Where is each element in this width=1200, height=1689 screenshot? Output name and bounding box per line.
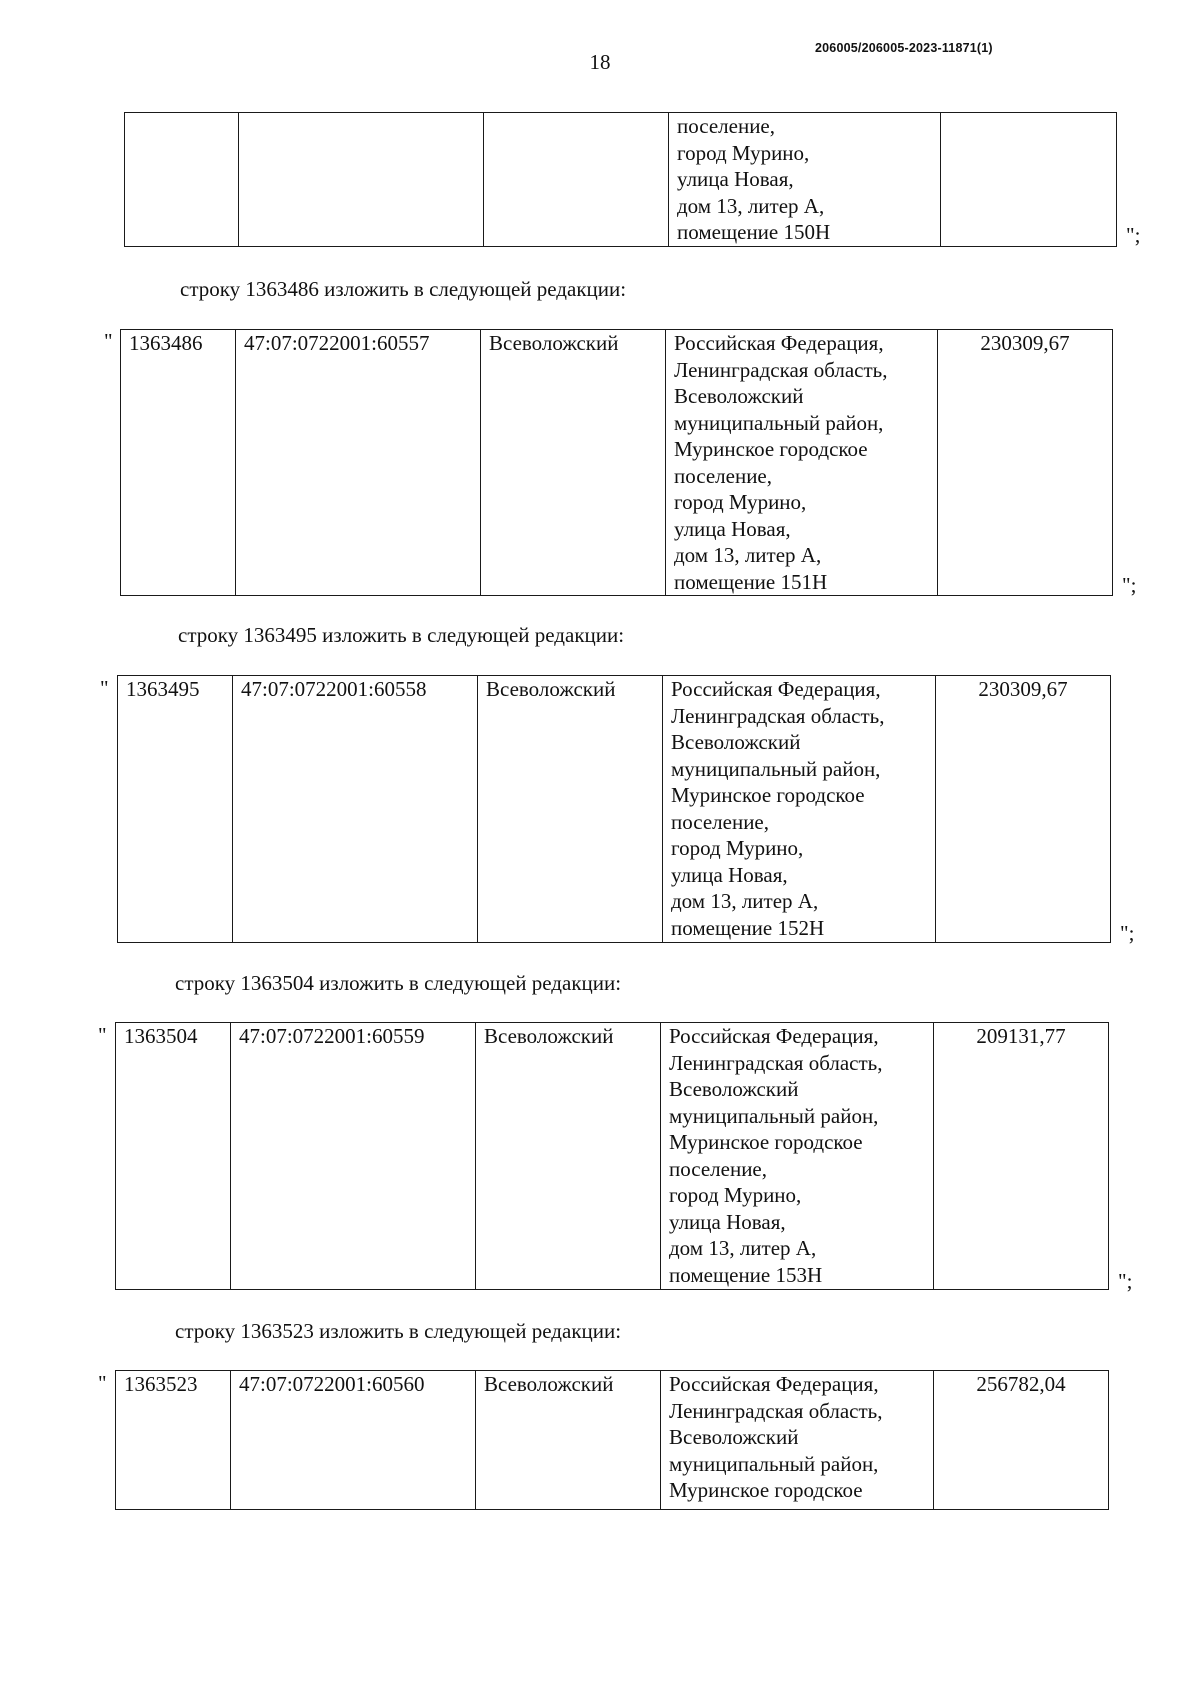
- district-cell: Всеволожский: [476, 1371, 661, 1510]
- address-line: Российская Федерация,: [671, 677, 881, 701]
- address-line: улица Новая,: [674, 516, 791, 541]
- district-cell: [484, 113, 669, 247]
- table-row: [116, 1023, 1109, 1290]
- record-intro: строку 1363504 изложить в следующей редакции:: [175, 971, 622, 995]
- address-line: Российская Федерация,: [669, 1372, 879, 1396]
- area-cell: 256782,04: [934, 1371, 1109, 1510]
- address-line: Ленинградская область,: [671, 703, 885, 728]
- table-row: [118, 676, 1111, 943]
- opening-quote: ": [100, 676, 109, 700]
- address-line: Ленинградская область,: [669, 1398, 883, 1423]
- address-line: помещение 152Н: [671, 915, 825, 940]
- address-line: помещение 153Н: [669, 1262, 823, 1287]
- address-line: поселение,: [677, 114, 776, 138]
- area-cell: 230309,67: [938, 330, 1113, 596]
- address-line: Ленинградская область,: [674, 357, 888, 382]
- closing-quote: ";: [1126, 223, 1141, 247]
- address-line: улица Новая,: [669, 1209, 786, 1234]
- address-line: дом 13, литер А,: [669, 1236, 817, 1260]
- page-number: 18: [589, 50, 611, 74]
- address-line: Всеволожский: [671, 730, 801, 754]
- address-line: поселение,: [669, 1156, 768, 1181]
- address-line: Ленинградская область,: [669, 1050, 883, 1075]
- record-intro: строку 1363495 изложить в следующей редакции:: [178, 623, 625, 647]
- cadastral-cell: 47:07:0722001:60559: [231, 1023, 476, 1290]
- address-line: муниципальный район,: [674, 410, 884, 435]
- cadastral-cell: 47:07:0722001:60557: [236, 330, 481, 596]
- record-table: [115, 1370, 1109, 1510]
- area-cell: 209131,77: [934, 1023, 1109, 1290]
- address-line: помещение 151Н: [674, 569, 828, 594]
- address-line: город Мурино,: [669, 1183, 802, 1207]
- closing-quote: ";: [1122, 573, 1137, 597]
- record-table: [117, 675, 1111, 943]
- opening-quote: ": [104, 329, 113, 353]
- district-cell: Всеволожский: [478, 676, 663, 943]
- address-line: помещение 150Н: [677, 220, 831, 244]
- address-line: город Мурино,: [677, 140, 810, 165]
- address-line: Муринское городское: [669, 1478, 863, 1502]
- record-table: [115, 1022, 1109, 1290]
- record-intro: строку 1363486 изложить в следующей редакции:: [180, 277, 627, 301]
- id-cell: 1363495: [118, 676, 233, 943]
- address-line: Муринское городское: [669, 1130, 863, 1154]
- address-cell: [669, 113, 941, 247]
- address-line: дом 13, литер А,: [677, 193, 825, 218]
- district-cell: Всеволожский: [476, 1023, 661, 1290]
- address-line: город Мурино,: [671, 836, 804, 860]
- address-line: Всеволожский: [674, 384, 804, 408]
- address-line: Российская Федерация,: [669, 1024, 879, 1048]
- id-cell: 1363523: [116, 1371, 231, 1510]
- address-line: муниципальный район,: [671, 756, 881, 781]
- table-row: [116, 1371, 1109, 1510]
- address-line: Муринское городское: [674, 437, 868, 461]
- cadastral-cell: 47:07:0722001:60558: [233, 676, 478, 943]
- address-line: улица Новая,: [671, 862, 788, 887]
- opening-quote: ": [98, 1023, 107, 1047]
- record-intro: строку 1363523 изложить в следующей редакции:: [175, 1319, 622, 1343]
- opening-quote: ": [98, 1371, 107, 1395]
- area-cell: 230309,67: [936, 676, 1111, 943]
- address-line: Муринское городское: [671, 783, 865, 807]
- table-row: [121, 330, 1113, 596]
- record-table: [120, 329, 1113, 596]
- address-line: улица Новая,: [677, 167, 794, 191]
- district-cell: Всеволожский: [481, 330, 666, 596]
- table-row: [125, 113, 1117, 247]
- address-line: Всеволожский: [669, 1077, 799, 1101]
- id-cell: [125, 113, 239, 247]
- cadastral-cell: [239, 113, 484, 247]
- address-cell: [666, 330, 938, 596]
- cadastral-cell: 47:07:0722001:60560: [231, 1371, 476, 1510]
- address-line: Российская Федерация,: [674, 331, 884, 355]
- id-cell: 1363486: [121, 330, 236, 596]
- address-line: дом 13, литер А,: [671, 889, 819, 913]
- closing-quote: ";: [1118, 1269, 1133, 1293]
- address-line: дом 13, литер А,: [674, 543, 822, 567]
- area-cell: [941, 113, 1117, 247]
- address-line: муниципальный район,: [669, 1451, 879, 1476]
- address-line: поселение,: [674, 463, 773, 488]
- address-cell: [661, 1371, 934, 1510]
- closing-quote: ";: [1120, 921, 1135, 945]
- address-cell: [661, 1023, 934, 1290]
- fragment-table: [124, 112, 1117, 247]
- address-line: муниципальный район,: [669, 1103, 879, 1128]
- id-cell: 1363504: [116, 1023, 231, 1290]
- address-cell: [663, 676, 936, 943]
- address-line: город Мурино,: [674, 490, 807, 514]
- address-line: Всеволожский: [669, 1425, 799, 1449]
- document-id: 206005/206005-2023-11871(1): [815, 41, 993, 55]
- address-line: поселение,: [671, 809, 770, 834]
